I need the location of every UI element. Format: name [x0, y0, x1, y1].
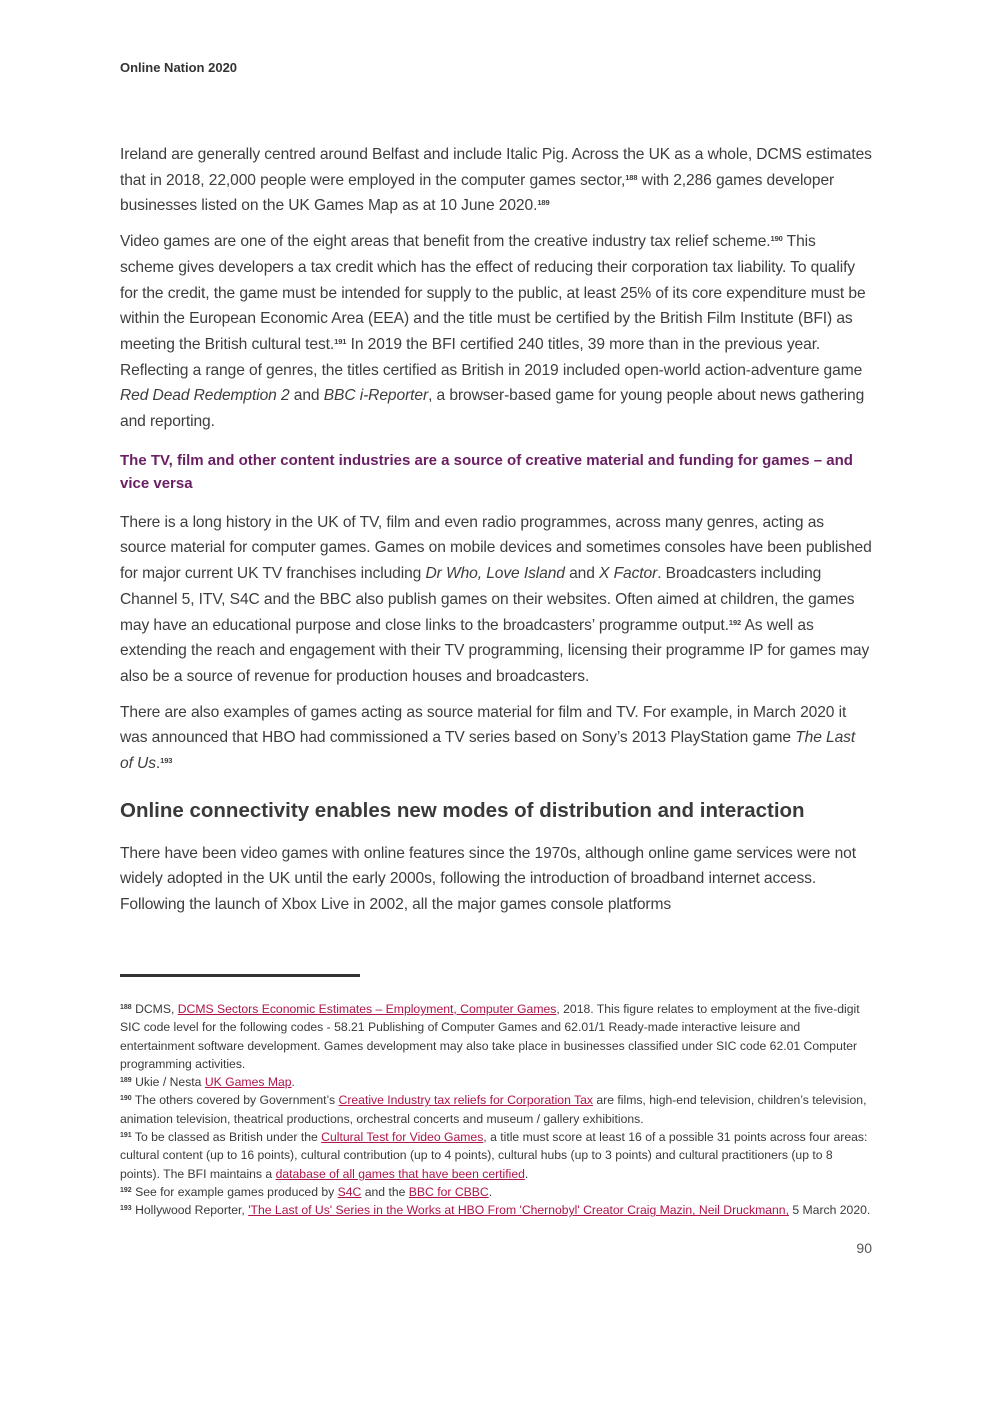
- game-title: Red Dead Redemption 2: [120, 387, 290, 405]
- footnote-ref-191[interactable]: 191: [334, 336, 347, 346]
- text: There are also examples of games acting as source material for film and TV. For example, in March 2020 it was announced that HBO had commissioned a TV series based on Sony’s 2013 PlayStation game: [120, 703, 847, 747]
- text: and: [564, 565, 600, 583]
- text: with 2,286 games developer businesses listed on the UK Games Map as at 10 June 2020.: [120, 171, 835, 215]
- footnotes: [120, 1000, 872, 1220]
- footnote-ref-192[interactable]: 192: [728, 617, 742, 627]
- footnote-link[interactable]: Creative Industry tax reliefs for Corporation Tax: [338, 1093, 593, 1108]
- paragraph-tax-relief: [120, 229, 872, 435]
- text: This scheme gives developers a tax credit which has the effect of reducing their corporation tax liability. To qualify for the credit, the game must be intended for supply to the public, at least 25% of its core expenditure must be within the European Economic Area (EEA) and the title must be certified by the British Film Institute (BFI) as meeting the British cultural test.: [120, 233, 866, 353]
- paragraph-games-employment: [120, 142, 872, 219]
- footnote-link[interactable]: BBC for CBBC: [408, 1184, 489, 1199]
- footnote-link[interactable]: DCMS Sectors Economic Estimates – Employment, Computer Games: [177, 1002, 557, 1016]
- footnote-number: 188: [120, 1004, 132, 1011]
- text: The others covered by Government’s: [131, 1093, 339, 1108]
- text: and the: [361, 1184, 409, 1199]
- footnote-link[interactable]: database of all games that have been certified: [275, 1166, 525, 1181]
- paragraph-tv-source-material: [120, 510, 872, 690]
- footnote-number: 191: [120, 1132, 132, 1140]
- footnote-number: 189: [120, 1077, 132, 1085]
- footnote-number: 193: [120, 1205, 132, 1213]
- footnote-link[interactable]: S4C: [337, 1184, 362, 1199]
- paragraph-online-features: There have been video games with online features since the 1970s, although online game services were not widely adopted in the UK until the early 2000s, following the introduction of broadband internet access. Following the launch of Xbox Live in 2002, all the major games console platforms: [120, 844, 856, 914]
- text: DCMS,: [131, 1002, 178, 1016]
- text: To be classed as British under the: [131, 1130, 322, 1145]
- subheading: The TV, film and other content industries are a source of creative material and funding for games – and vice versa: [120, 451, 853, 492]
- footnote-number: 190: [120, 1095, 132, 1103]
- text: 5 March 2020.: [788, 1203, 871, 1218]
- text: .: [488, 1184, 493, 1199]
- text: .: [524, 1166, 529, 1181]
- footnote-ref-188[interactable]: 188: [625, 172, 638, 182]
- footnote-number: 192: [120, 1186, 132, 1194]
- paragraph-games-to-tv: [120, 700, 872, 777]
- footnote-link[interactable]: 'The Last of Us' Series in the Works at HBO From 'Chernobyl' Creator Craig Mazin, Neil Druckmann,: [248, 1203, 789, 1218]
- footnote-192: [120, 1183, 872, 1201]
- franchise-title: Dr Who, Love Island: [425, 565, 565, 583]
- text: .: [155, 755, 161, 773]
- section-heading: Online connectivity enables new modes of distribution and interaction: [120, 798, 805, 822]
- running-header: Online Nation 2020: [120, 60, 238, 75]
- footnote-190: [120, 1091, 872, 1128]
- footnote-193: [120, 1201, 872, 1219]
- text: See for example games produced by: [131, 1184, 338, 1199]
- game-title: The Last of Us: [120, 729, 856, 773]
- page-number: 90: [856, 1240, 872, 1256]
- text: As well as extending the reach and engagement with their TV programming, licensing their programme IP for games may also be a source of revenue for production houses and broadcasters.: [120, 616, 870, 685]
- text: There is a long history in the UK of TV, film and even radio programmes, across many genres, acting as source material for computer games. Games on mobile devices and sometimes consoles have been published for major current UK TV franchises including: [120, 513, 872, 583]
- text: and: [289, 387, 324, 405]
- text: , 2018. This figure relates to employment at the five-digit SIC code level for the following codes - 58.21 Publishing of Computer Games and 62.01/1 Ready-made interactive leisure and entertainment software development. Games development may also take place in businesses classified under SIC code 62.01 Computer programming activities.: [120, 1002, 860, 1071]
- text: . Broadcasters including Channel 5, ITV, S4C and the BBC also publish games on their websites. Often aimed at children, the games may have an educational purpose and close links to the broadcasters’ programme output.: [120, 565, 855, 634]
- footnote-link[interactable]: Cultural Test for Video Games: [321, 1130, 484, 1145]
- footnote-188: [120, 1000, 872, 1073]
- text: , a title must score at least 16 of a possible 31 points across four areas: cultural content (up to 16 points), cultural contribution (up to 4 points), cultural hubs (up to 3 points) and cultural practitioners (up to 8 points). The BFI maintains a: [120, 1130, 868, 1181]
- footnote-ref-193[interactable]: 193: [160, 756, 173, 766]
- text: are films, high-end television, children’s television, animation television, theatrical productions, orchestral concerts and museum / gallery exhibitions.: [120, 1093, 867, 1126]
- text: In 2019 the BFI certified 240 titles, 39 more than in the previous year. Reflecting a range of genres, the titles certified as British in 2019 included open-world action-adventure game: [120, 335, 863, 379]
- footnote-divider: [120, 974, 360, 977]
- text: Ireland are generally centred around Belfast and include Italic Pig. Across the UK as a whole, DCMS estimates that in 2018, 22,000 people were employed in the computer games sector,: [120, 146, 872, 189]
- text: Ukie / Nesta: [131, 1075, 205, 1090]
- footnote-189: [120, 1073, 872, 1091]
- game-title: BBC i-Reporter: [323, 387, 429, 405]
- body-text: [120, 142, 872, 928]
- footnote-ref-190[interactable]: 190: [770, 234, 783, 244]
- footnote-ref-189[interactable]: 189: [537, 198, 550, 208]
- text: Hollywood Reporter,: [131, 1203, 249, 1218]
- franchise-title: X Factor: [599, 565, 658, 583]
- footnote-191: [120, 1128, 872, 1183]
- text: .: [291, 1075, 295, 1090]
- text: , a browser-based game for young people about news gathering and reporting.: [120, 387, 865, 431]
- footnote-link[interactable]: UK Games Map: [204, 1075, 292, 1090]
- text: Video games are one of the eight areas that benefit from the creative industry tax relief scheme.: [120, 233, 771, 251]
